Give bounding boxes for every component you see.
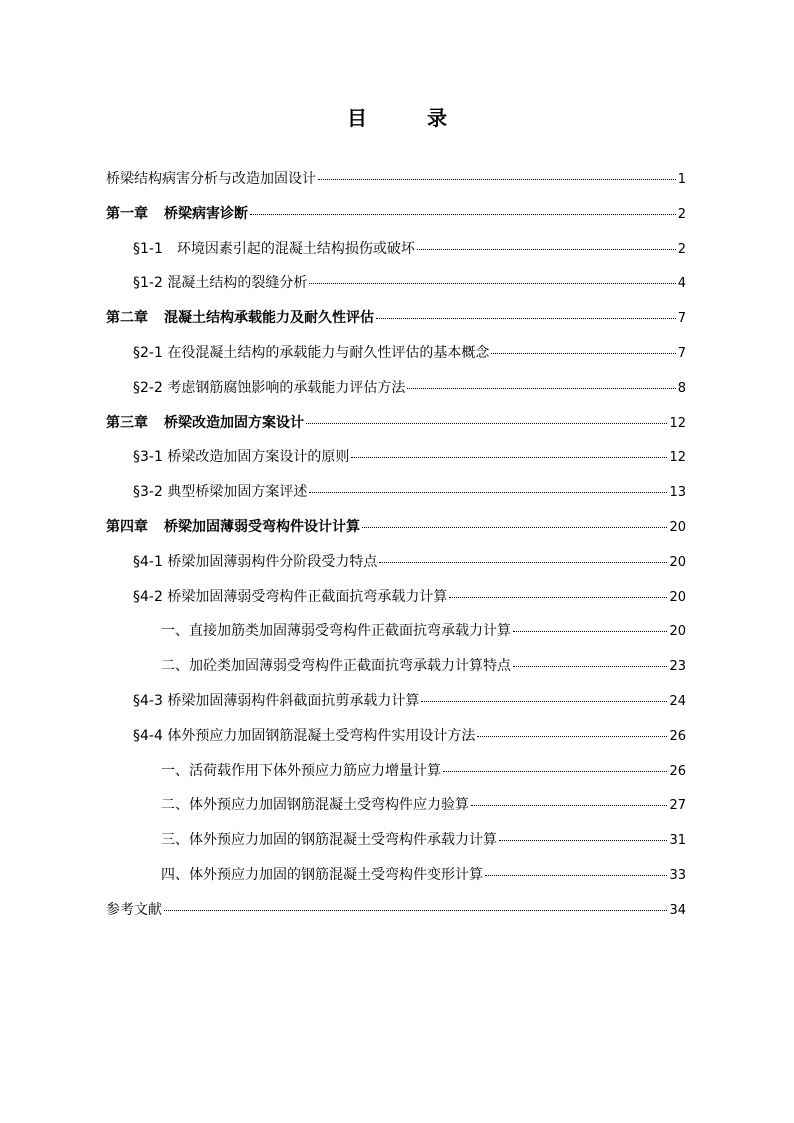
dot-leader bbox=[485, 875, 667, 876]
toc-entry-title: 四、体外预应力加固的钢筋混凝土受弯构件变形计算 bbox=[161, 866, 483, 883]
toc-entry-page: 4 bbox=[677, 276, 686, 292]
toc-entry-page: 7 bbox=[677, 311, 686, 327]
dot-leader bbox=[379, 562, 667, 563]
toc-entry-title: 二、体外预应力加固钢筋混凝土受弯构件应力验算 bbox=[161, 797, 469, 814]
toc-subsection-4-4-4[interactable] bbox=[106, 864, 686, 899]
toc-section-4-3[interactable] bbox=[106, 690, 686, 725]
dot-leader bbox=[351, 457, 667, 458]
toc-entry-page: 31 bbox=[669, 833, 686, 849]
toc-section-4-2[interactable] bbox=[106, 586, 686, 621]
dot-leader bbox=[421, 701, 667, 702]
dot-leader bbox=[318, 179, 676, 180]
dot-leader bbox=[164, 910, 667, 911]
toc-entry-title: 桥梁结构病害分析与改造加固设计 bbox=[106, 171, 316, 187]
toc-chapter-1[interactable] bbox=[106, 203, 686, 238]
toc-section-4-4[interactable] bbox=[106, 725, 686, 760]
toc-entry-title: §2-1 在役混凝土结构的承载能力与耐久性评估的基本概念 bbox=[133, 344, 490, 361]
dot-leader bbox=[309, 283, 675, 284]
toc-entry-page: 26 bbox=[669, 728, 686, 744]
toc-entry-page: 8 bbox=[677, 380, 686, 396]
toc-subsection-4-2-1[interactable] bbox=[106, 620, 686, 655]
dot-leader bbox=[306, 423, 667, 424]
toc-entry-title: §2-2 考虑钢筋腐蚀影响的承载能力评估方法 bbox=[133, 379, 406, 396]
toc-section-2-1[interactable] bbox=[106, 342, 686, 377]
toc-entry-title: §1-1 环境因素引起的混凝土结构损伤或破坏 bbox=[133, 240, 415, 257]
toc-entry-title: 桥梁病害诊断 bbox=[164, 205, 248, 222]
toc-chapter-label: 第一章 bbox=[106, 205, 148, 222]
toc-entry-page: 34 bbox=[669, 902, 686, 918]
toc-entry-title: 三、体外预应力加固的钢筋混凝土受弯构件承载力计算 bbox=[161, 832, 497, 849]
toc-entry-page: 13 bbox=[669, 485, 686, 501]
dot-leader bbox=[417, 249, 676, 250]
toc-entry-page: 33 bbox=[669, 867, 686, 883]
toc-entry-title: §4-2 桥梁加固薄弱受弯构件正截面抗弯承载力计算 bbox=[133, 588, 448, 605]
toc-entry-page: 23 bbox=[669, 659, 686, 675]
toc-entry-title: §4-1 桥梁加固薄弱构件分阶段受力特点 bbox=[133, 553, 378, 570]
toc-entry-title: 混凝土结构承载能力及耐久性评估 bbox=[164, 310, 374, 327]
toc-entry-page: 26 bbox=[669, 763, 686, 779]
dot-leader bbox=[491, 353, 675, 354]
table-of-contents bbox=[106, 168, 686, 934]
toc-entry-page: 2 bbox=[677, 206, 686, 222]
toc-entry-title: 一、直接加筋类加固薄弱受弯构件正截面抗弯承载力计算 bbox=[161, 623, 511, 640]
dot-leader bbox=[309, 492, 667, 493]
dot-leader bbox=[499, 840, 667, 841]
dot-leader bbox=[513, 666, 667, 667]
dot-leader bbox=[250, 214, 676, 215]
page-title: 目 录 bbox=[347, 106, 467, 130]
dot-leader bbox=[407, 388, 675, 389]
toc-section-3-1[interactable] bbox=[106, 446, 686, 481]
toc-section-4-1[interactable] bbox=[106, 551, 686, 586]
toc-entry-title: §3-2 典型桥梁加固方案评述 bbox=[133, 484, 308, 501]
toc-chapter-2[interactable] bbox=[106, 307, 686, 342]
toc-entry-title: 参考文献 bbox=[106, 901, 162, 918]
toc-section-2-2[interactable] bbox=[106, 377, 686, 412]
dot-leader bbox=[376, 318, 676, 319]
toc-entry-title: §4-4 体外预应力加固钢筋混凝土受弯构件实用设计方法 bbox=[133, 727, 476, 744]
toc-subsection-4-4-2[interactable] bbox=[106, 794, 686, 829]
toc-entry-page: 7 bbox=[677, 345, 686, 361]
toc-entry-page: 1 bbox=[677, 172, 686, 187]
toc-entry-title: 二、加砼类加固薄弱受弯构件正截面抗弯承载力计算特点 bbox=[161, 658, 511, 675]
toc-entry-page: 12 bbox=[669, 450, 686, 466]
toc-entry-title: §1-2 混凝土结构的裂缝分析 bbox=[133, 275, 308, 292]
toc-entry-book[interactable] bbox=[106, 168, 686, 203]
toc-entry-page: 20 bbox=[669, 589, 686, 605]
toc-section-1-1[interactable] bbox=[106, 238, 686, 273]
toc-section-1-2[interactable] bbox=[106, 272, 686, 307]
toc-entry-title: §4-3 桥梁加固薄弱构件斜截面抗剪承载力计算 bbox=[133, 692, 420, 709]
toc-entry-title: §3-1 桥梁改造加固方案设计的原则 bbox=[133, 449, 350, 466]
dot-leader bbox=[471, 805, 667, 806]
toc-entry-page: 20 bbox=[669, 624, 686, 640]
dot-leader bbox=[449, 597, 667, 598]
toc-chapter-label: 第二章 bbox=[106, 310, 148, 327]
toc-entry-title: 桥梁改造加固方案设计 bbox=[164, 414, 304, 431]
toc-chapter-label: 第三章 bbox=[106, 414, 148, 431]
toc-entry-references[interactable] bbox=[106, 899, 686, 934]
toc-subsection-4-4-1[interactable] bbox=[106, 760, 686, 795]
dot-leader bbox=[513, 631, 667, 632]
toc-section-3-2[interactable] bbox=[106, 481, 686, 516]
dot-leader bbox=[362, 527, 667, 528]
toc-chapter-label: 第四章 bbox=[106, 518, 148, 535]
toc-chapter-3[interactable] bbox=[106, 412, 686, 447]
toc-subsection-4-2-2[interactable] bbox=[106, 655, 686, 690]
toc-entry-page: 20 bbox=[669, 554, 686, 570]
toc-entry-page: 2 bbox=[677, 241, 686, 257]
dot-leader bbox=[477, 736, 667, 737]
toc-entry-title: 一、活荷载作用下体外预应力筋应力增量计算 bbox=[161, 762, 441, 779]
toc-entry-page: 24 bbox=[669, 693, 686, 709]
toc-entry-page: 12 bbox=[669, 415, 686, 431]
toc-subsection-4-4-3[interactable] bbox=[106, 829, 686, 864]
toc-entry-page: 27 bbox=[669, 798, 686, 814]
toc-entry-page: 20 bbox=[669, 519, 686, 535]
toc-chapter-4[interactable] bbox=[106, 516, 686, 551]
dot-leader bbox=[443, 771, 667, 772]
toc-entry-title: 桥梁加固薄弱受弯构件设计计算 bbox=[164, 518, 360, 535]
